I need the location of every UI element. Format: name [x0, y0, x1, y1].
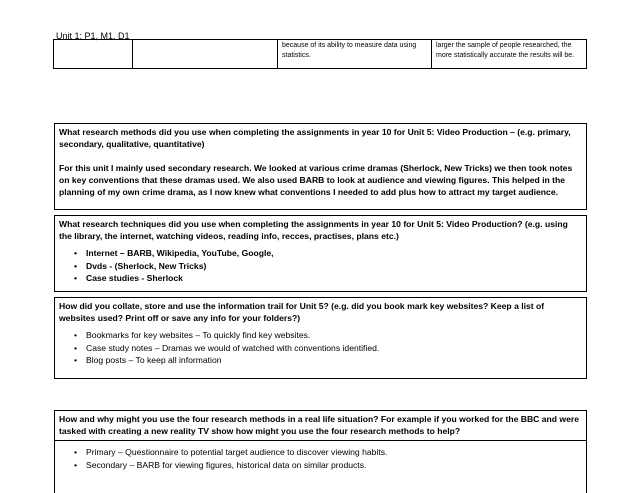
- list-item: • Case studies - Sherlock: [86, 272, 582, 285]
- answer-list: [59, 329, 582, 367]
- table-cell: [133, 40, 278, 69]
- answer-text: For this unit I mainly used secondary research. We looked at various crime dramas (Sherlock, New Tricks) we then took notes on key conventions that these dramas used. We also used BARB to look at audience and viewing figures. This helped in the planning of my own crime drama, as I now knew what conventions I needed to add plus how to attract my target audience.: [59, 163, 573, 197]
- question-box-research-techniques: [54, 215, 587, 292]
- list-item: • Case study notes – Dramas we would of watched with conventions identified.: [86, 342, 582, 355]
- list-item: • Internet – BARB, Wikipedia, YouTube, Google,: [86, 247, 582, 260]
- list-item: • Bookmarks for key websites – To quickly find key websites.: [86, 329, 582, 342]
- answer-list: [59, 446, 582, 471]
- unit-header: Unit 1: P1, M1, D1: [56, 31, 130, 41]
- list-item: • Blog posts – To keep all information: [86, 354, 582, 367]
- question-text: What research methods did you use when completing the assignments in year 10 for Unit 5: Video Production – (e.g. primary, secondary, qualitative, quantitative): [59, 127, 571, 149]
- table-cell: [54, 40, 133, 69]
- table-cell: larger the sample of people researched, the more statistically accurate the results will be.: [432, 40, 587, 69]
- table-row: [54, 40, 587, 69]
- list-item: • Secondary – BARB for viewing figures, historical data on similar products.: [86, 459, 582, 472]
- question-text: What research techniques did you use when completing the assignments in year 10 for Unit 5: Video Production? (e.g. using the library, the internet, watching videos, reading info, recces, practises, plans etc.): [59, 219, 568, 241]
- list-item: • Primary – Questionnaire to potential target audience to discover viewing habits.: [86, 446, 582, 459]
- question-text: How did you collate, store and use the information trail for Unit 5? (e.g. did you book mark key websites? Keep a list of websites used? Print off or save any info for your folders?): [59, 301, 545, 323]
- top-table: [53, 39, 587, 69]
- table-cell: because of its ability to measure data using statistics.: [278, 40, 432, 69]
- answer-list: [59, 247, 582, 285]
- question-box-research-methods: [54, 123, 587, 210]
- question-box-real-life-use: [54, 410, 587, 493]
- question-text: How and why might you use the four research methods in a real life situation? For example if you worked for the BBC and were tasked with creating a new reality TV show how might you use the four research methods to help?: [55, 413, 586, 441]
- list-item: • Dvds - (Sherlock, New Tricks): [86, 260, 582, 273]
- question-box-information-trail: [54, 297, 587, 379]
